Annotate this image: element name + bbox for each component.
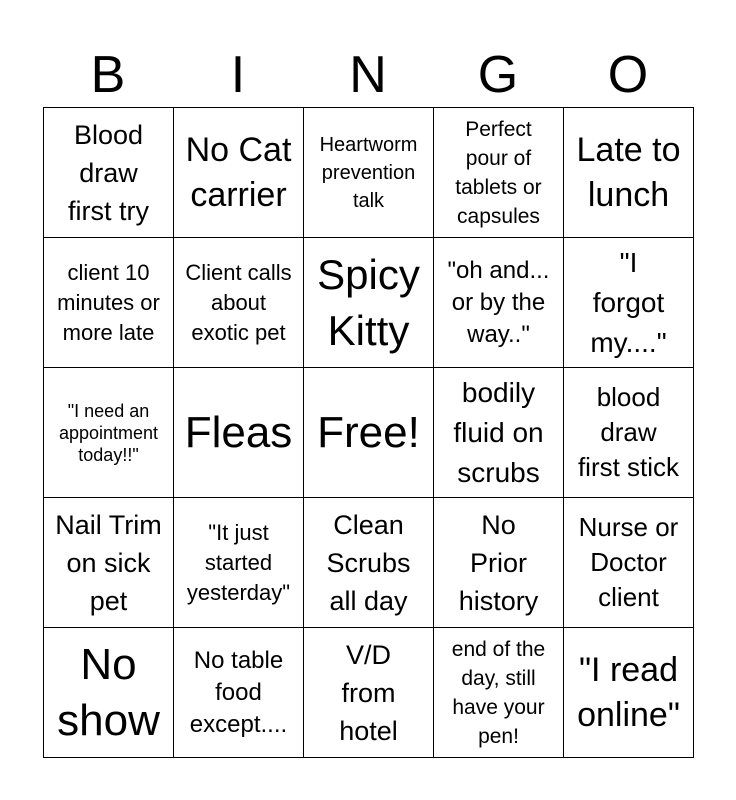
- bingo-cell[interactable]: [434, 238, 564, 368]
- cell-text: No Prior history: [458, 509, 539, 616]
- cell-text: end of the day, still have your pen!: [451, 637, 546, 748]
- cell-text: Blood draw first try: [68, 119, 149, 226]
- bingo-cell[interactable]: [304, 238, 434, 368]
- bingo-row: [44, 368, 694, 498]
- bingo-cell[interactable]: [174, 628, 304, 758]
- cell-text: blood draw first stick: [577, 382, 680, 482]
- header-letter-b: B: [90, 46, 126, 104]
- bingo-cell[interactable]: [434, 498, 564, 628]
- bingo-cell[interactable]: [564, 368, 694, 498]
- bingo-row: [44, 628, 694, 758]
- bingo-cell[interactable]: [434, 108, 564, 238]
- cell-text: Late to lunch: [576, 130, 681, 214]
- bingo-cell[interactable]: [304, 368, 434, 498]
- cell-text: Clean Scrubs all day: [326, 509, 411, 616]
- cell-text: Nurse or Doctor client: [578, 512, 679, 612]
- bingo-cell[interactable]: [44, 368, 174, 498]
- bingo-cell[interactable]: [434, 628, 564, 758]
- header-letter-g: G: [477, 46, 519, 104]
- cell-text: Client calls about exotic pet: [185, 259, 292, 345]
- bingo-card-grid: [43, 107, 694, 758]
- bingo-cell[interactable]: [304, 628, 434, 758]
- bingo-cell[interactable]: [44, 108, 174, 238]
- bingo-row: [44, 498, 694, 628]
- cell-text: Fleas: [184, 407, 293, 457]
- bingo-cell[interactable]: [44, 498, 174, 628]
- bingo-header: [43, 44, 693, 106]
- cell-text: Heartworm prevention talk: [319, 133, 418, 212]
- cell-text: Spicy Kitty: [317, 250, 420, 354]
- cell-text: "oh and... or by the way..": [447, 256, 550, 348]
- bingo-cell[interactable]: [564, 628, 694, 758]
- bingo-cell[interactable]: [174, 238, 304, 368]
- cell-text: "I need an appointment today!!": [58, 400, 159, 465]
- bingo-cell[interactable]: [174, 368, 304, 498]
- cell-text: Perfect pour of tablets or capsules: [455, 117, 542, 228]
- header-letter-i: I: [230, 46, 246, 104]
- bingo-cell[interactable]: [564, 108, 694, 238]
- cell-text: bodily fluid on scrubs: [453, 376, 544, 488]
- bingo-cell[interactable]: [564, 498, 694, 628]
- cell-text: No show: [57, 639, 160, 745]
- bingo-cell[interactable]: [434, 368, 564, 498]
- header-letter-n: N: [349, 46, 387, 104]
- bingo-cell[interactable]: [304, 498, 434, 628]
- cell-text: Nail Trim on sick pet: [55, 509, 162, 616]
- cell-text: "It just started yesterday": [186, 519, 291, 605]
- bingo-cell[interactable]: [44, 238, 174, 368]
- bingo-cell[interactable]: [174, 498, 304, 628]
- bingo-cell[interactable]: [564, 238, 694, 368]
- cell-text: "I forgot my....": [590, 246, 667, 358]
- header-letter-o: O: [607, 46, 649, 104]
- bingo-row: [44, 108, 694, 238]
- cell-text: client 10 minutes or more late: [57, 259, 160, 345]
- cell-text: "I read online": [577, 650, 680, 734]
- bingo-cell[interactable]: [44, 628, 174, 758]
- bingo-row: [44, 238, 694, 368]
- cell-text: Free!: [317, 407, 420, 457]
- cell-text: No Cat carrier: [185, 130, 292, 214]
- cell-text: V/D from hotel: [339, 639, 398, 746]
- bingo-cell[interactable]: [304, 108, 434, 238]
- bingo-cell[interactable]: [174, 108, 304, 238]
- cell-text: No table food except....: [189, 646, 288, 738]
